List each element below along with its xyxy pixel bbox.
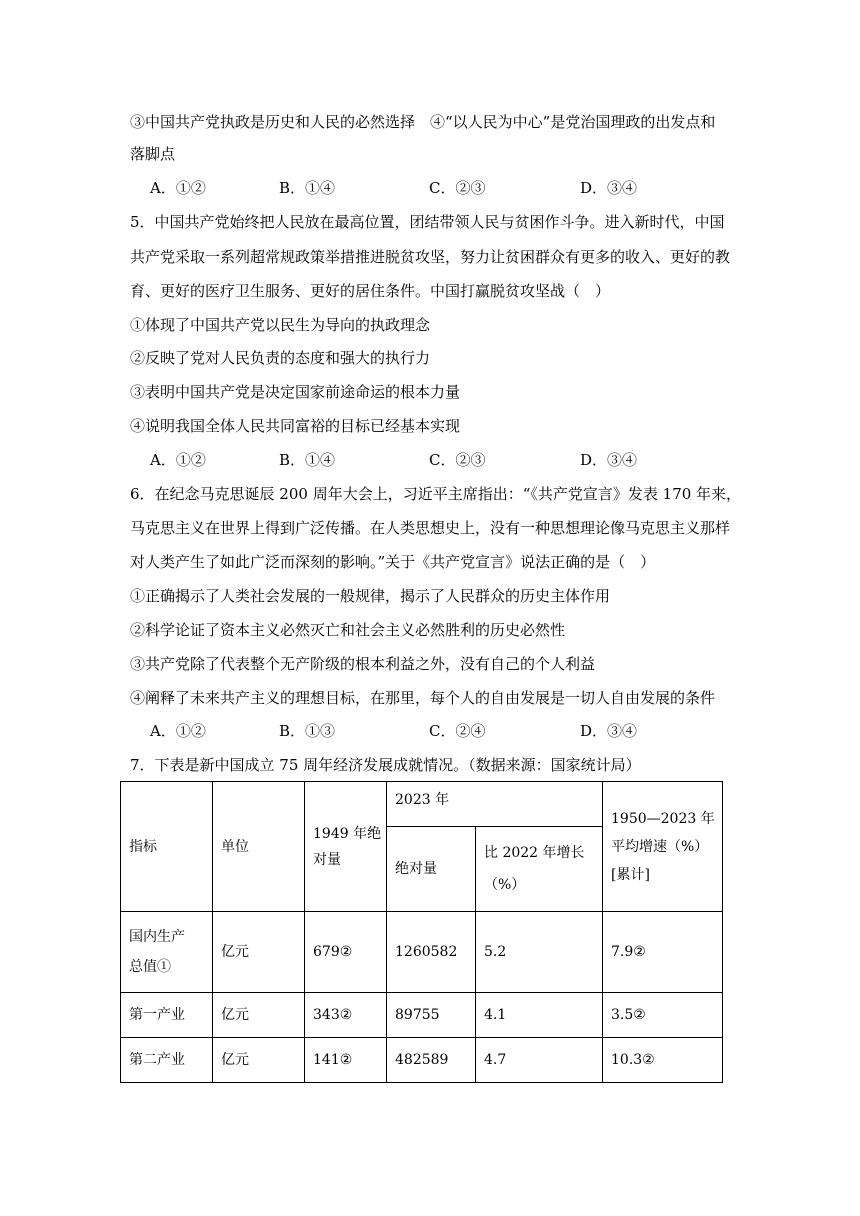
table-row (121, 993, 723, 1038)
choice-c: C．②④ (429, 722, 486, 740)
table-row (121, 1038, 723, 1083)
header-average-growth: 1950—2023 年 平均增速（%） [累计] (603, 782, 723, 912)
choice-b: B．①④ (279, 179, 336, 197)
row-growth: 4.1 (476, 993, 603, 1038)
question-5-option-2: ②反映了党对人民负责的态度和强大的执行力 (130, 349, 431, 367)
question-5-option-3: ③表明中国共产党是决定国家前途命运的根本力量 (130, 383, 461, 401)
choice-c: C．②③ (429, 451, 486, 469)
choice-c: C．②③ (429, 179, 486, 197)
row-unit: 亿元 (213, 912, 305, 993)
choice-a: A．①② (150, 179, 206, 197)
question-6-option-4: ④阐释了未来共产主义的理想目标，在那里，每个人的自由发展是一切人自由发展的条件 (130, 689, 716, 707)
row-average: 3.5② (603, 993, 723, 1038)
row-growth: 5.2 (476, 912, 603, 993)
row-indicator: 第二产业 (121, 1038, 213, 1083)
row-1949: 679② (305, 912, 387, 993)
table-header-row (121, 782, 723, 827)
question-7-stem: 7．下表是新中国成立 75 周年经济发展成就情况。（数据来源：国家统计局） (130, 756, 641, 774)
choice-b: B．①④ (279, 451, 336, 469)
question-6-option-2: ②科学论证了资本主义必然灭亡和社会主义必然胜利的历史必然性 (130, 621, 566, 639)
question-6-stem-1: 6．在纪念马克思诞辰 200 周年大会上，习近平主席指出：“《共产党宣言》发表 170 年来， (130, 485, 742, 503)
question-6-option-1: ①正确揭示了人类社会发展的一般规律，揭示了人民群众的历史主体作用 (130, 587, 611, 605)
header-growth-vs-2022: 比 2022 年增长 （%） (476, 827, 603, 912)
economic-stats-table (120, 781, 723, 1083)
row-indicator: 第一产业 (121, 993, 213, 1038)
choice-a: A．①② (150, 451, 206, 469)
row-2023-absolute: 1260582 (387, 912, 476, 993)
table-row (121, 912, 723, 993)
question-6-choices (150, 721, 750, 741)
question-6-stem-3: 对人类产生了如此广泛而深刻的影响。”关于《共产党宣言》说法正确的是（ ） (130, 553, 656, 571)
header-unit: 单位 (213, 782, 305, 912)
header-indicator: 指标 (121, 782, 213, 912)
question-6-option-3: ③共产党除了代表整个无产阶级的根本利益之外，没有自己的个人利益 (130, 655, 596, 673)
row-unit: 亿元 (213, 1038, 305, 1083)
question-5-stem-2: 共产党采取一系列超常规政策举措推进脱贫攻坚，努力让贫困群众有更多的收入、更好的教 (130, 248, 731, 266)
row-indicator: 国内生产 总值① (121, 912, 213, 993)
question-4-option-4-cont: 落脚点 (130, 145, 176, 163)
row-1949: 141② (305, 1038, 387, 1083)
header-2023-absolute: 绝对量 (387, 827, 476, 912)
choice-d: D．③④ (580, 451, 638, 469)
choice-a: A．①② (150, 722, 206, 740)
question-5-option-4: ④说明我国全体人民共同富裕的目标已经基本实现 (130, 417, 461, 435)
question-5-stem-1: 5．中国共产党始终把人民放在最高位置，团结带领人民与贫困作斗争。进入新时代，中国 (130, 213, 725, 231)
row-2023-absolute: 482589 (387, 1038, 476, 1083)
row-1949: 343② (305, 993, 387, 1038)
choice-d: D．③④ (580, 179, 638, 197)
question-4-choices (150, 178, 750, 198)
question-5-stem-3: 育、更好的医疗卫生服务、更好的居住条件。中国打赢脱贫攻坚战（ ） (130, 282, 611, 300)
row-growth: 4.7 (476, 1038, 603, 1083)
choice-d: D．③④ (580, 722, 638, 740)
question-5-option-1: ①体现了中国共产党以民生为导向的执政理念 (130, 316, 431, 334)
choice-b: B．①③ (279, 722, 336, 740)
row-2023-absolute: 89755 (387, 993, 476, 1038)
question-5-choices (150, 450, 750, 470)
header-1949-absolute: 1949 年绝 对量 (305, 782, 387, 912)
row-average: 10.3② (603, 1038, 723, 1083)
header-2023: 2023 年 (387, 782, 603, 827)
row-average: 7.9② (603, 912, 723, 993)
row-unit: 亿元 (213, 993, 305, 1038)
question-4-option-3-4: ③中国共产党执政是历史和人民的必然选择 ④“以人民为中心”是党治国理政的出发点和 (130, 113, 716, 131)
question-6-stem-2: 马克思主义在世界上得到广泛传播。在人类思想史上，没有一种思想理论像马克思主义那样 (130, 519, 731, 537)
